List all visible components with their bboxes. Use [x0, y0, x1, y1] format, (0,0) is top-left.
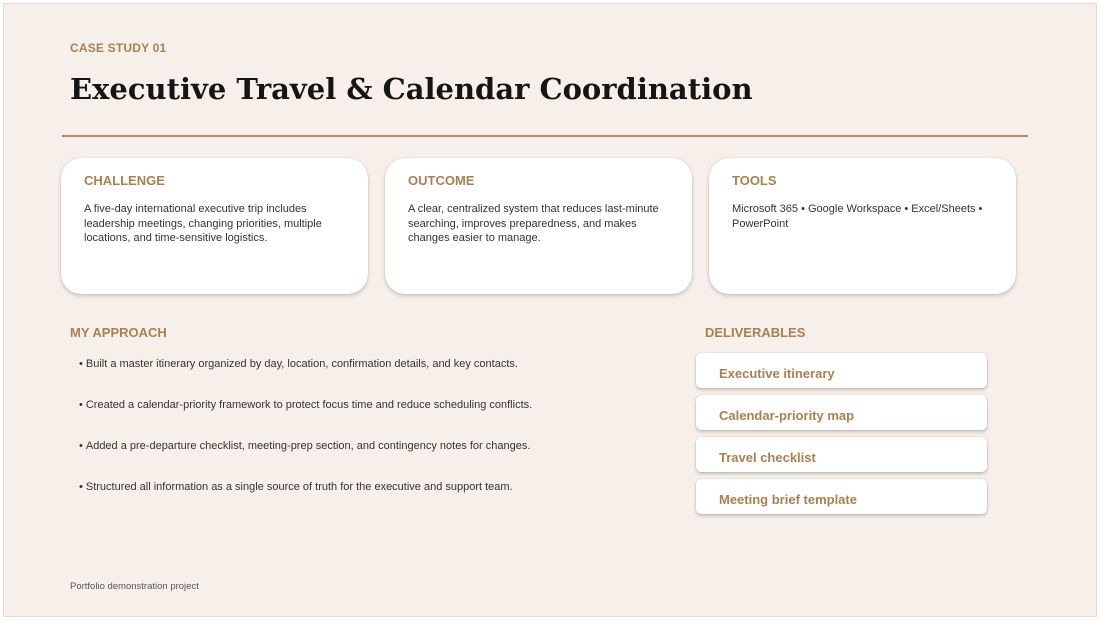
deliverable-meeting-brief-template[interactable]: Meeting brief template [696, 479, 987, 514]
approach-item-text: Structured all information as a single source of truth for the executive and support team. [85, 481, 513, 493]
page-title: Executive Travel & Calendar Coordination [70, 72, 753, 106]
approach-item-text: Created a calendar-priority framework to protect focus time and reduce scheduling conflicts. [85, 399, 533, 411]
tools-card [709, 158, 1016, 294]
bullet-icon: • [79, 440, 83, 452]
approach-item [79, 398, 532, 439]
deliverables-label: DELIVERABLES [705, 325, 806, 340]
bullet-icon: • [79, 399, 83, 411]
outcome-card [385, 158, 692, 294]
approach-item [79, 480, 532, 521]
approach-item-text: Added a pre-departure checklist, meeting-prep section, and contingency notes for changes. [85, 440, 531, 452]
challenge-card [61, 158, 368, 294]
deliverable-travel-checklist[interactable]: Travel checklist [696, 437, 987, 472]
deliverable-executive-itinerary[interactable]: Executive itinerary [696, 353, 987, 388]
case-study-kicker: CASE STUDY 01 [70, 41, 167, 55]
approach-label: MY APPROACH [70, 325, 167, 340]
bullet-icon: • [79, 481, 83, 493]
outcome-card-body: A clear, centralized system that reduces last-minute searching, improves preparedness, and makes changes easier to manage. [408, 203, 659, 244]
approach-list [79, 357, 532, 521]
challenge-card-title: CHALLENGE [84, 173, 165, 188]
challenge-card-body: A five-day international executive trip includes leadership meetings, changing priorities, multiple locations, and time-sensitive logistics. [84, 203, 322, 244]
tools-card-body: Microsoft 365 • Google Workspace • Excel/Sheets • PowerPoint [732, 203, 983, 230]
slide [3, 3, 1097, 617]
approach-item-text: Built a master itinerary organized by day, location, confirmation details, and key contacts. [85, 358, 518, 370]
footer-note: Portfolio demonstration project [70, 581, 199, 592]
title-divider [62, 135, 1028, 137]
approach-item [79, 357, 532, 398]
bullet-icon: • [79, 358, 83, 370]
tools-card-title: TOOLS [732, 173, 777, 188]
outcome-card-title: OUTCOME [408, 173, 475, 188]
approach-item [79, 439, 532, 480]
deliverable-calendar-priority-map[interactable]: Calendar-priority map [696, 395, 987, 430]
